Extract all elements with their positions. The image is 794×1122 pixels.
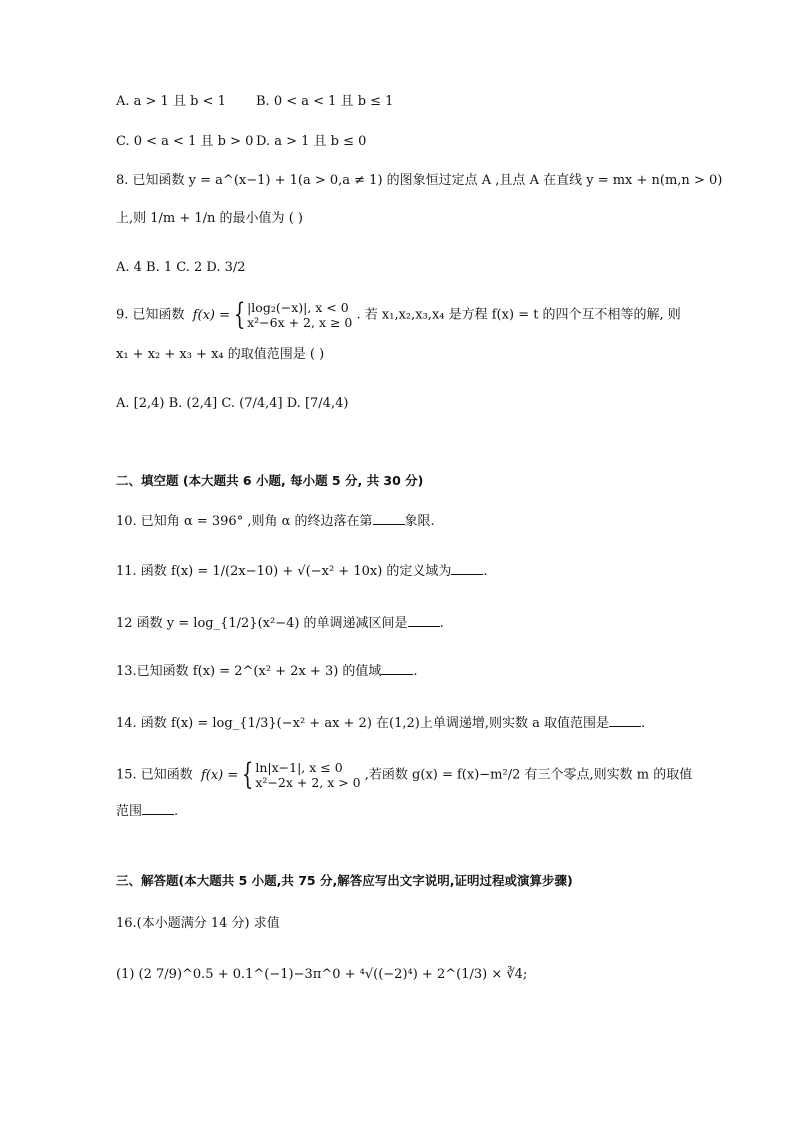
q15-prefix: 15. 已知函数 [116,767,193,783]
q12-tail: . [439,616,444,631]
q12 [116,614,444,633]
q15-line2-tail: . [174,804,179,819]
q11-text: 11. 函数 f(x) = 1/(2x−10) + √(−x² + 10x) 的定义域为 [116,564,452,579]
q16-part1: (1) (2 7/9)^0.5 + 0.1^(−1)−3π^0 + ⁴√((−2)⁴) + 2^(1/3) × ∛4; [116,967,528,982]
q15-line1: 15. 已知函数 f(x) = { ln|x−1|, x ≤ 0 x²−2x + 2, x > 0 ,若函数 g(x) = f(x)−m²/2 有三个零点,则实数 m 的取值 [116,757,693,792]
answer-blank [373,512,405,525]
answer-blank [381,662,413,675]
section-2-heading: 二、填空题 (本大题共 6 小题, 每小题 5 分, 共 30 分) [116,473,424,488]
answer-blank [451,562,483,575]
q11-tail: . [483,564,488,579]
left-brace-icon: { [233,297,246,332]
section-3-heading: 三、解答题(本大题共 5 小题,共 75 分,解答应写出文字说明,证明过程或演算步骤) [116,873,573,888]
q15-line2-text: 范围 [116,804,143,819]
q7-options-row2 [116,133,366,151]
q10 [116,512,435,531]
q8-line2: 上,则 1/m + 1/n 的最小值为 ( ) [116,211,303,226]
q14-tail: . [641,716,646,731]
q15-piecewise [255,760,360,790]
q10-tail: 象限. [404,514,435,529]
left-brace-icon: { [242,757,254,792]
q16-heading: 16.(本小题满分 14 分) 求值 [116,916,280,931]
answer-blank [609,714,641,727]
q13 [116,662,418,681]
q11 [116,562,488,581]
q7-option-d: D. a > 1 且 b ≤ 0 [256,134,367,149]
q8-line1: 8. 已知函数 y = a^(x−1) + 1(a > 0,a ≠ 1) 的图象恒过定点 A ,且点 A 在直线 y = mx + n(m,n > 0) [116,173,723,188]
q15-case2: x²−2x + 2, x > 0 [255,775,361,790]
q9-line2: x₁ + x₂ + x₃ + x₄ 的取值范围是 ( ) [116,347,325,362]
q9-case1: |log₂(−x)|, x < 0 [247,300,349,315]
q9-prefix: 9. 已知函数 [116,307,185,323]
answer-blank [408,614,440,627]
q9-options: A. [2,4) B. (2,4] C. (7/4,4] D. [7/4,4) [116,396,349,411]
q13-text: 13.已知函数 f(x) = 2^(x² + 2x + 3) 的值域 [116,664,382,679]
q15-suffix: ,若函数 g(x) = f(x)−m²/2 有三个零点,则实数 m 的取值 [364,767,693,783]
q13-tail: . [413,664,418,679]
q14 [116,714,645,733]
answer-blank [142,802,174,815]
q7-option-c: C. 0 < a < 1 且 b > 0 [116,134,254,149]
q14-text: 14. 函数 f(x) = log_{1/3}(−x² + ax + 2) 在(1,2)上单调递增,则实数 a 取值范围是 [116,716,609,731]
q9-piecewise [247,300,352,330]
q7-option-a: A. a > 1 且 b < 1 [116,94,226,109]
q8-options: A. 4 B. 1 C. 2 D. 3/2 [116,260,246,275]
q10-text: 10. 已知角 α = 396° ,则角 α 的终边落在第 [116,514,373,529]
q12-text: 12 函数 y = log_{1/2}(x²−4) 的单调递减区间是 [116,616,408,631]
q9-case2: x²−6x + 2, x ≥ 0 [247,315,353,330]
q9-line1: 9. 已知函数 f(x) = { |log₂(−x)|, x < 0 x²−6x + 2, x ≥ 0 . 若 x₁,x₂,x₃,x₄ 是方程 f(x) = t 的四个互不相等的解, 则 [116,297,681,332]
q15-line2 [116,802,178,821]
q15-case1: ln|x−1|, x ≤ 0 [255,760,343,775]
q9-suffix: . 若 x₁,x₂,x₃,x₄ 是方程 f(x) = t 的四个互不相等的解, 则 [356,307,681,323]
q7-option-b: B. 0 < a < 1 且 b ≤ 1 [256,94,394,109]
q7-options-row1 [116,93,393,111]
